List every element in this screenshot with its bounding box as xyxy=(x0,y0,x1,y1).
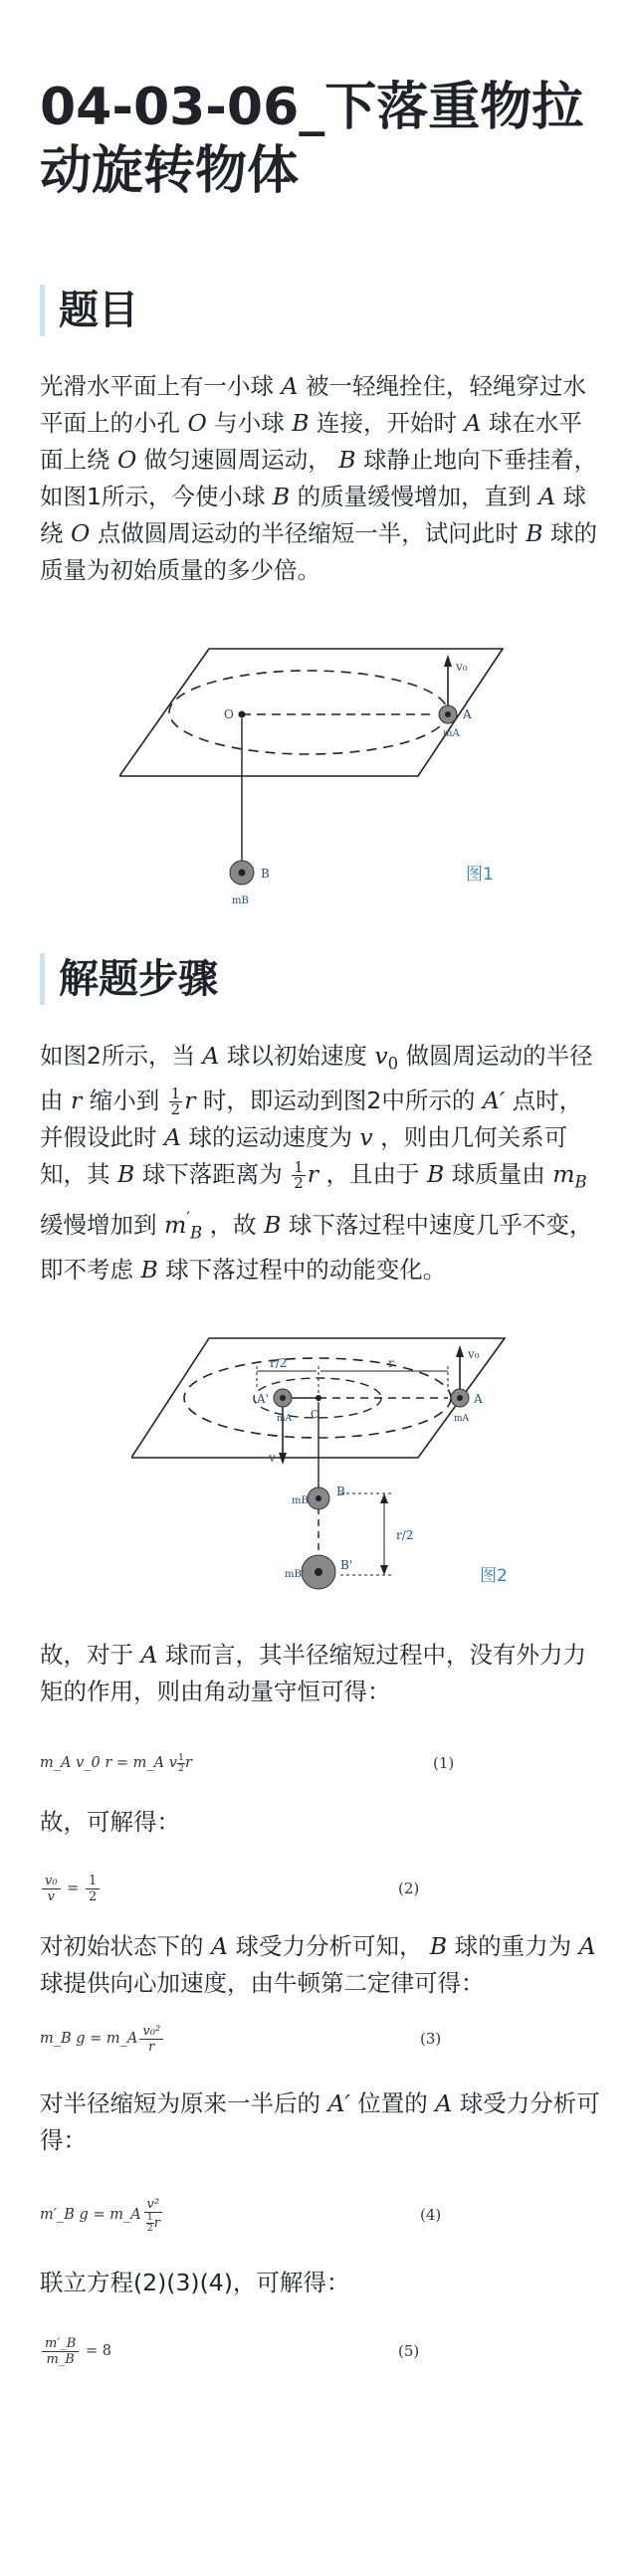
hole-O xyxy=(316,1395,321,1401)
svg-text:v: v xyxy=(269,1451,276,1465)
label-B: B xyxy=(261,867,270,881)
label-A: A xyxy=(463,707,472,721)
svg-text:B': B' xyxy=(340,1558,353,1572)
svg-text:A: A xyxy=(474,1392,483,1406)
solution-paragraph-4: 对初始状态下的 A 球受力分析可知， B 球的重力为 A 球提供向心加速度，由牛顿第二定律可得： xyxy=(40,1932,596,1997)
solution-paragraph-5: 对半径缩短为原来一半后的 A′ 位置的 A 球受力分析可得： xyxy=(40,2089,600,2154)
solution-paragraph-2: 故，对于 A 球而言，其半径缩短过程中，没有外力力矩的作用，则由角动量守恒可得： xyxy=(40,1641,586,1705)
svg-text:mA: mA xyxy=(277,1414,293,1424)
section-heading-solution: 解题步骤 xyxy=(40,953,218,1005)
label-mA: mA xyxy=(443,728,460,739)
figure-1-caption: 图1 xyxy=(466,865,494,885)
solution-paragraph-1: 如图2所示，当 A 球以初始速度 $v_0$ 做圆周运动的半径由 r 缩小到 $\frac{1}{2}$ r 时，即运动到图2中所示的 A′ 点时，并假设此时 A 球的运动速度为 v ，则由几何关系可知，其 B 球下落距离为 $\frac{1}{2}$ r ，且由于 B 球质量由 $m_B$ 缓慢增加到 $m'_B$ ，故 B 球下落过程中速度几乎不变，即不考虑 B 球下落过程中的动能变化。 xyxy=(40,1042,593,1284)
page-title: 04-03-06_下落重物拉动旋转物体 xyxy=(40,78,584,201)
label-v0: v₀ xyxy=(456,660,468,674)
equation-tag: (4) xyxy=(420,2206,442,2224)
equation-tag: (5) xyxy=(398,2342,420,2360)
svg-text:B: B xyxy=(336,1485,345,1498)
label-O: O xyxy=(224,707,234,721)
hole-O xyxy=(239,711,246,718)
svg-text:mA: mA xyxy=(454,1414,470,1424)
figure-2 xyxy=(131,1328,549,1607)
figure-1 xyxy=(119,637,537,915)
label-mB: mB xyxy=(232,895,249,906)
svg-text:O: O xyxy=(311,1408,320,1421)
svg-text:r/2: r/2 xyxy=(396,1528,414,1542)
solution-paragraph-6: 联立方程(2)(3)(4)，可解得： xyxy=(40,2269,350,2296)
solution-paragraph-3: 故，可解得： xyxy=(40,1808,180,1836)
svg-text:mB': mB' xyxy=(285,1569,305,1580)
equation-1: m_A v_0 r = m_A v 1 2 r (1) xyxy=(40,1738,597,1788)
equation-tag: (1) xyxy=(433,1754,455,1772)
orbit xyxy=(169,671,448,754)
svg-text:r: r xyxy=(388,1356,394,1370)
equation-5: $\frac{m'\_B}{m\_B}$ = 8 (5) xyxy=(40,2326,597,2376)
svg-text:v₀: v₀ xyxy=(468,1347,480,1361)
section-heading-problem: 题目 xyxy=(40,285,138,336)
equation-4: m′_B g = m_A v² $\frac{1}{2}$ r (4) xyxy=(40,2186,597,2244)
equation-tag: (2) xyxy=(398,1880,420,1897)
velocity-arrow-head xyxy=(444,655,452,667)
equation-3: m_B g = m_A v₀² r (3) xyxy=(40,2014,597,2064)
equation-tag: (3) xyxy=(420,2030,442,2048)
svg-text:r/2: r/2 xyxy=(270,1356,288,1370)
figure-2-caption: 图2 xyxy=(480,1566,508,1586)
equation-2: $\frac{\text{v₀}}{v}$ = $\frac{1}{2}$ (2) xyxy=(40,1864,597,1913)
problem-text: 光滑水平面上有一小球 A 被一轻绳拴住，轻绳穿过水平面上的小孔 O 与小球 B 连接，开始时 A 球在水平面上绕 O 做匀速圆周运动， B 球静止地向下垂挂着，如图1所示，今使小球 B 的质量缓慢增加，直到 A 球绕 O 点做圆周运动的半径缩短一半，试问此时 B 球的质量为初始质量的多少倍。 xyxy=(40,372,597,584)
svg-text:mB: mB xyxy=(292,1495,309,1506)
svg-text:A': A' xyxy=(257,1392,269,1406)
